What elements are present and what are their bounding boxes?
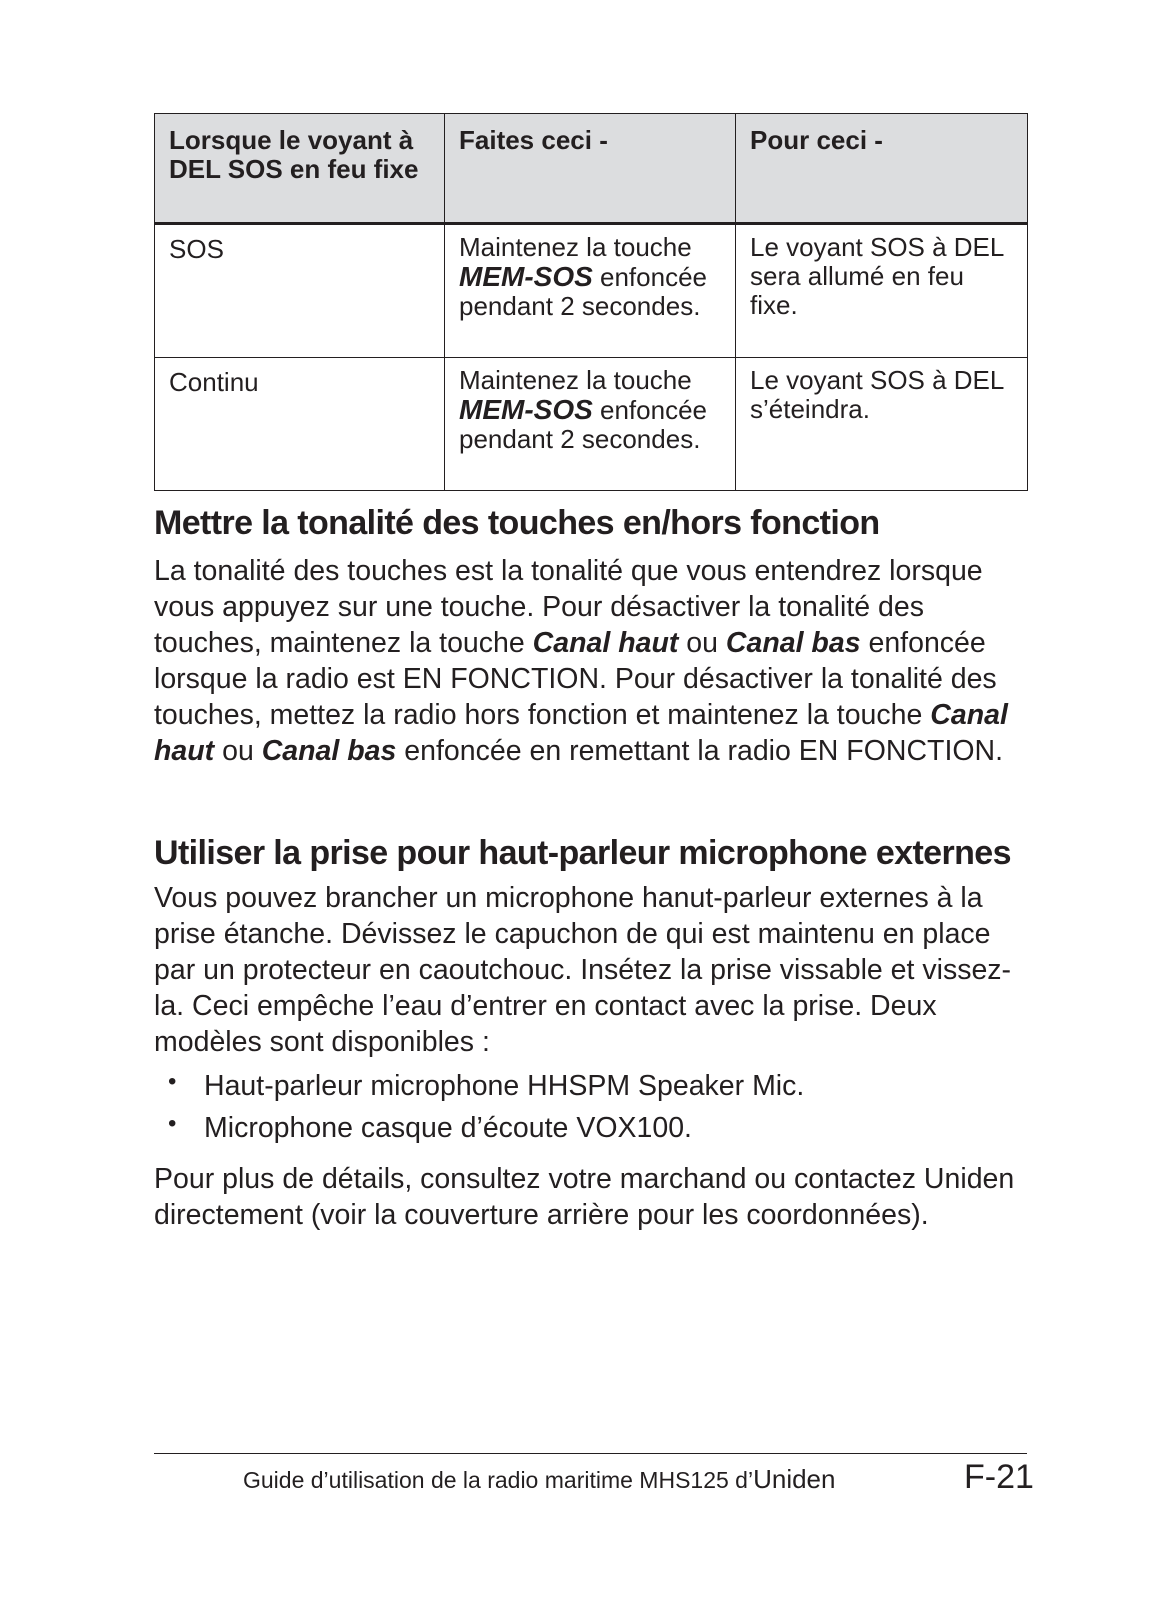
cell-state: SOS (155, 224, 445, 358)
paragraph-text: La tonalité des touches est la tonalité que vous entendrez lorsque vous appuyez sur une touche. Pour désactiver la tonalité des touches, maintenez la touche (154, 555, 983, 659)
footer-brand: Uniden (753, 1464, 836, 1494)
table-row (155, 358, 1028, 491)
paragraph-text: enfoncée lorsque la radio est EN FONCTION. Pour désactiver la tonalité des touches, mettez la radio hors fonction et maintenez la touche (154, 627, 997, 731)
table-row (155, 224, 1028, 358)
paragraph-text: ou (686, 627, 718, 659)
list-item (154, 1110, 1034, 1146)
action-text-post: enfoncée pendant 2 secondes. (459, 262, 707, 321)
page-number: F-21 (964, 1458, 1034, 1496)
footer-guide-text: Guide d’utilisation de la radio maritime MHS125 d’ (243, 1467, 754, 1493)
bullet-icon: • (168, 1110, 177, 1137)
external-mic-paragraph: Vous pouvez brancher un microphone hanut-parleur externes à la prise étanche. Dévissez le capuchon de qui est maintenu en place par un protecteur en caoutchouc. Insétez la prise vissable et vissez-la. Ceci empêche l’eau d’entrer en contact avec la prise. Deux modèles sont disponibles : (154, 882, 1012, 1058)
cell-action (445, 224, 736, 358)
contact-paragraph: Pour plus de détails, consultez votre marchand ou contactez Uniden directement (voir la couverture arrière pour les coordonnées). (154, 1163, 1015, 1231)
section-title-external-mic: Utiliser la prise pour haut-parleur microphone externes (154, 834, 1011, 872)
mem-sos-key-label: MEM-SOS (459, 394, 593, 425)
header-action: Faites ceci - (445, 114, 736, 224)
header-led-state: Lorsque le voyant à DEL SOS en feu fixe (155, 114, 445, 224)
paragraph-text: ou (222, 735, 254, 767)
cell-state: Continu (155, 358, 445, 491)
cell-result: Le voyant SOS à DEL sera allumé en feu fixe. (736, 224, 1028, 358)
paragraph-text: enfoncée en remettant la radio EN FONCTION. (404, 735, 1004, 767)
header-result: Pour ceci - (736, 114, 1028, 224)
available-models-list (154, 1068, 1034, 1152)
cell-action (445, 358, 736, 491)
key-tone-paragraph (154, 553, 1034, 769)
sos-led-table (154, 113, 1028, 491)
section-title-key-tone: Mettre la tonalité des touches en/hors fonction (154, 504, 880, 542)
mem-sos-key-label: MEM-SOS (459, 261, 593, 292)
action-text-post: enfoncée pendant 2 secondes. (459, 395, 707, 454)
table-header-row (155, 114, 1028, 224)
canal-bas-key-label: Canal bas (725, 627, 861, 659)
footer-divider (154, 1453, 1027, 1454)
list-item-text: Haut-parleur microphone HHSPM Speaker Mic. (204, 1070, 805, 1102)
canal-haut-key-label: Canal haut (532, 627, 679, 659)
list-item (154, 1068, 1034, 1104)
canal-bas-key-label: Canal bas (261, 735, 397, 767)
list-item-text: Microphone casque d’écoute VOX100. (204, 1112, 692, 1144)
footer-guide-title (243, 1464, 835, 1495)
action-text-pre: Maintenez la touche (459, 365, 692, 395)
canal-haut-key-label: Canal haut (154, 699, 1008, 767)
cell-result: Le voyant SOS à DEL s’éteindra. (736, 358, 1028, 491)
bullet-icon: • (168, 1068, 177, 1095)
action-text-pre: Maintenez la touche (459, 232, 692, 262)
